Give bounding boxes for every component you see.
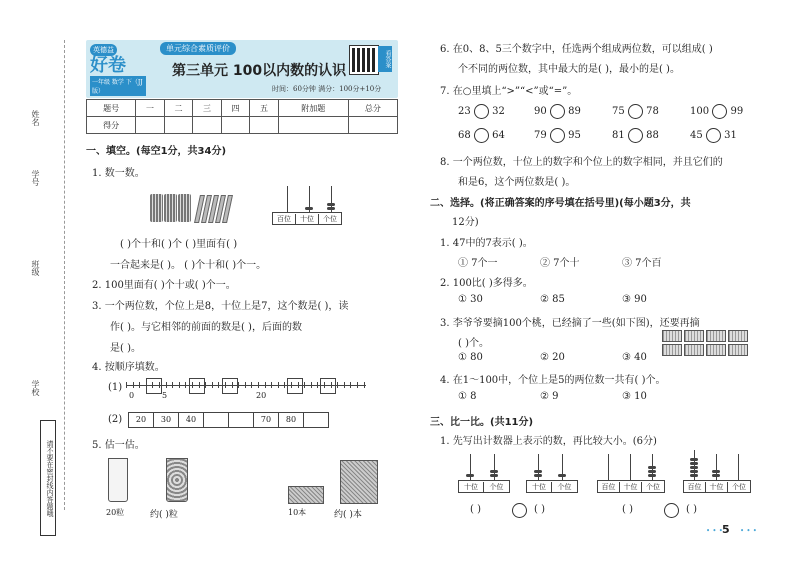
q3-line-1: 3. 一个两位数，个位上是8，十位上是7，这个数是( )，读: [92, 301, 349, 312]
abacus-base: [597, 480, 665, 493]
class-label: 班级: [31, 260, 40, 276]
binding-margin: [0, 0, 80, 569]
choice-option[interactable]: ② 20: [540, 352, 565, 363]
choice-option[interactable]: ② 85: [540, 294, 565, 305]
compare-circle[interactable]: [712, 104, 727, 119]
abacus-bead: [648, 470, 656, 473]
seq-box[interactable]: 40: [178, 412, 204, 428]
page-number: 5: [722, 523, 730, 536]
choice-option[interactable]: ③ 10: [622, 391, 647, 402]
answer-blank[interactable]: ( ): [470, 504, 481, 515]
est-label: 约( )粒: [150, 510, 178, 520]
jar-full: [166, 458, 188, 502]
q7-text: 7. 在○里填上“>”“<”或“=”。: [440, 86, 578, 97]
place-label: 个位: [646, 483, 660, 491]
answer-box[interactable]: [146, 378, 162, 394]
place-label: 个位: [323, 215, 337, 223]
choice-option[interactable]: ③ 7个百: [622, 258, 662, 269]
choice-option[interactable]: ① 8: [458, 391, 477, 402]
q3-line-2: 作( )。与它相邻的前面的数是( )，后面的数: [110, 322, 302, 333]
abacus-base: [458, 480, 510, 493]
ruler-tick: [133, 382, 134, 388]
section-2-heading-cont: 12分): [452, 217, 479, 228]
name-label: 姓名: [31, 110, 40, 126]
compare-left: 100: [690, 106, 710, 117]
score-cell[interactable]: [193, 117, 222, 134]
number-label: 学号: [31, 170, 40, 186]
peach-box: [706, 344, 726, 356]
choice-1: 1. 47中的7表示( )。: [440, 238, 533, 249]
compare-left: 45: [690, 130, 703, 141]
compare-left: 23: [458, 106, 471, 117]
score-cell[interactable]: [250, 117, 279, 134]
place-label: 十位: [527, 482, 552, 492]
compare-item: [534, 128, 581, 143]
ruler-tick: [172, 382, 173, 388]
section-3-heading: 三、比一比。(共11分): [430, 417, 534, 428]
ruler-tick: [258, 382, 259, 388]
place-label: 个位: [489, 483, 504, 491]
abacus-rod: [287, 186, 288, 212]
seq-box[interactable]: [303, 412, 329, 428]
score-head: 题号: [87, 100, 136, 117]
abacus-base: [526, 480, 578, 493]
compare-circle[interactable]: [628, 128, 643, 143]
compare-right: 95: [568, 130, 581, 141]
place-label: 百位: [598, 482, 620, 492]
compare-circle[interactable]: [474, 104, 489, 119]
choice-3-line-1: 3. 李爷爷要摘100个桃，已经摘了一些(如下图)，还要再摘: [440, 318, 700, 329]
q8-line-1: 8. 一个两位数，十位上的数字和个位上的数字相同，并且它们的: [440, 157, 723, 168]
abacus-base: [272, 212, 342, 225]
score-header-row: [87, 100, 398, 117]
ruler-tick: [317, 382, 318, 388]
seq-box[interactable]: [228, 412, 254, 428]
ruler-tick: [311, 382, 312, 388]
answer-blank[interactable]: ( ): [686, 504, 697, 515]
q5-text: 5. 估一估。: [92, 440, 145, 451]
score-cell[interactable]: [278, 117, 348, 134]
s1-text: 1. 先写出计数器上表示的数，再比较大小。(6分): [440, 436, 657, 447]
compare-item: [690, 128, 737, 143]
stick-bundle: [164, 194, 177, 222]
abacus-bead: [690, 458, 698, 461]
est-label: 20粒: [106, 508, 125, 517]
score-table: [86, 99, 398, 134]
ruler-tick: [166, 382, 167, 388]
score-cell[interactable]: [348, 117, 397, 134]
q8-line-2: 和是6，这个两位数是( )。: [458, 177, 576, 188]
score-cell[interactable]: [221, 117, 250, 134]
compare-circle[interactable]: [664, 503, 679, 518]
abacus-bead: [534, 474, 542, 477]
seq-box[interactable]: [203, 412, 229, 428]
qr-label: 看答案: [378, 46, 392, 72]
compare-circle[interactable]: [550, 104, 565, 119]
abacus-bead: [690, 462, 698, 465]
q1-line-1: ( )个十和( )个 ( )里面有( ): [120, 239, 238, 250]
score-head: 四: [221, 100, 250, 117]
abacus-bead: [712, 470, 720, 473]
abacus-bead: [327, 207, 335, 210]
compare-item: [534, 104, 581, 119]
abacus-bead: [327, 203, 335, 206]
abacus-bead: [690, 470, 698, 473]
q4-2-label: (2): [108, 414, 123, 425]
q1-line-2: 一合起来是( )。 ( )个十和( )个一。: [110, 260, 267, 271]
place-label: 百位: [684, 482, 706, 492]
stick-bundle: [178, 194, 191, 222]
place-label: 十位: [296, 214, 319, 224]
answer-box[interactable]: [222, 378, 238, 394]
ruler-tick: [265, 382, 266, 388]
place-label: 十位: [620, 482, 642, 492]
abacus-rod: [630, 454, 631, 480]
peach-box: [684, 330, 704, 342]
ruler-tick: [304, 382, 305, 388]
seq-box[interactable]: 30: [153, 412, 179, 428]
score-cell[interactable]: [164, 117, 193, 134]
compare-right: 99: [730, 106, 744, 117]
ruler-tick: [344, 382, 345, 388]
compare-left: 81: [612, 130, 625, 141]
compare-left: 68: [458, 130, 471, 141]
answer-blank[interactable]: ( ): [534, 504, 545, 515]
abacus-bead: [558, 474, 566, 477]
ruler-tick: [205, 382, 206, 388]
peach-box: [728, 344, 748, 356]
compare-right: 31: [724, 130, 737, 141]
abacus-rod: [738, 454, 739, 480]
seal-notice: 请不要在密封线内答题哦: [40, 420, 56, 536]
abacus-bead: [490, 474, 498, 477]
choice-3-line-2: ( )个。: [458, 338, 489, 349]
book-stack-small: [288, 486, 324, 504]
ruler-tick: [179, 382, 180, 388]
abacus-bead: [690, 466, 698, 469]
score-head: 总分: [348, 100, 397, 117]
q6-line-1: 6. 在0、8、5三个数字中，任选两个组成两位数，可以组成( ): [440, 44, 713, 55]
compare-circle[interactable]: [628, 104, 643, 119]
ruler-tick: [364, 382, 365, 388]
ruler-label: 0: [129, 391, 135, 400]
abacus-base: [683, 480, 751, 493]
q4-1-label: (1): [108, 382, 123, 393]
compare-left: 75: [612, 106, 625, 117]
peach-box: [706, 330, 726, 342]
compare-left: 79: [534, 130, 547, 141]
peach-box: [662, 344, 682, 356]
compare-left: 90: [534, 106, 547, 117]
q6-line-2: 个不同的两位数，其中最大的是( )，最小的是( )。: [458, 64, 680, 75]
time-info: 时间：60分钟 满分：100分+10分: [272, 85, 382, 93]
answer-box[interactable]: [320, 378, 336, 394]
score-head: 二: [164, 100, 193, 117]
compare-item: [612, 128, 659, 143]
answer-blank[interactable]: ( ): [622, 504, 633, 515]
abacus-bead: [305, 207, 313, 210]
ruler-tick: [278, 382, 279, 388]
ruler-label: 20: [256, 391, 267, 400]
peach-box: [684, 344, 704, 356]
abacus-bead: [712, 474, 720, 477]
ruler-tick: [357, 382, 358, 388]
seq-box[interactable]: 70: [253, 412, 279, 428]
choice-option[interactable]: ③ 40: [622, 352, 647, 363]
page-dots: • • •: [740, 527, 757, 535]
compare-right: 89: [568, 106, 581, 117]
evaluation-tag: 单元综合素质评价: [160, 42, 236, 55]
school-label: 学校: [31, 380, 40, 396]
abacus-bead: [534, 470, 542, 473]
abacus-bead: [490, 470, 498, 473]
section-2-heading: 二、选择。(将正确答案的序号填在括号里)(每小题3分，共: [430, 198, 691, 209]
ruler-tick: [126, 382, 127, 388]
peach-box: [662, 330, 682, 342]
compare-item: [690, 104, 743, 119]
qr-code-icon[interactable]: [350, 46, 378, 74]
abacus-bead: [648, 474, 656, 477]
seq-box[interactable]: 20: [128, 412, 154, 428]
compare-item: [612, 104, 659, 119]
score-head: 五: [250, 100, 279, 117]
compare-circle[interactable]: [550, 128, 565, 143]
choice-option[interactable]: ① 30: [458, 294, 483, 305]
place-label: 个位: [557, 483, 572, 491]
brand-top: 英德益: [90, 44, 117, 56]
seal-line: [64, 40, 65, 510]
abacus-bead: [648, 466, 656, 469]
choice-option[interactable]: ② 7个十: [540, 258, 580, 269]
ruler-tick: [185, 382, 186, 388]
place-label: 十位: [706, 482, 728, 492]
peach-box: [728, 330, 748, 342]
ruler-tick: [337, 382, 338, 388]
place-label: 个位: [732, 483, 746, 491]
abacus-bead: [690, 474, 698, 477]
compare-circle[interactable]: [706, 128, 721, 143]
q2-text: 2. 100里面有( )个十或( )个一。: [92, 280, 236, 291]
compare-item: [458, 104, 505, 119]
score-head: 三: [193, 100, 222, 117]
choice-option[interactable]: ③ 90: [622, 294, 647, 305]
ruler-tick: [350, 382, 351, 388]
choice-option[interactable]: ② 9: [540, 391, 559, 402]
ruler-tick: [218, 382, 219, 388]
score-cell[interactable]: [136, 117, 165, 134]
brand-sub: 一年级 数学 下（JJ版）: [90, 76, 146, 96]
score-row: [87, 117, 398, 134]
score-row-label: 得分: [87, 117, 136, 134]
ruler-tick: [212, 382, 213, 388]
q3-line-3: 是( )。: [110, 343, 141, 354]
choice-2: 2. 100比( )多得多。: [440, 278, 533, 289]
answer-box[interactable]: [287, 378, 303, 394]
score-head: 附加题: [278, 100, 348, 117]
ruler-tick: [251, 382, 252, 388]
compare-right: 64: [492, 130, 505, 141]
est-label: 10本: [288, 508, 307, 517]
abacus-bead: [466, 474, 474, 477]
choice-4: 4. 在1～100中，个位上是5的两位数一共有( )个。: [440, 375, 666, 386]
est-label: 约( )本: [334, 510, 362, 520]
q1-text: 1. 数一数。: [92, 168, 145, 179]
seq-box[interactable]: 80: [278, 412, 304, 428]
compare-item: [458, 128, 505, 143]
score-head: 一: [136, 100, 165, 117]
ruler-label: 5: [162, 391, 168, 400]
ruler-tick: [238, 382, 239, 388]
compare-right: 32: [492, 106, 505, 117]
ruler-tick: [284, 382, 285, 388]
compare-circle[interactable]: [512, 503, 527, 518]
stick-bundle: [150, 194, 163, 222]
ruler-tick: [245, 382, 246, 388]
brand-logo: [90, 44, 146, 95]
abacus-rod: [608, 454, 609, 480]
compare-right: 78: [646, 106, 659, 117]
page-title: 第三单元 100以内数的认识: [172, 63, 347, 79]
choice-option[interactable]: ① 80: [458, 352, 483, 363]
book-stack-large: [340, 460, 378, 504]
compare-circle[interactable]: [474, 128, 489, 143]
q4-text: 4. 按顺序填数。: [92, 362, 165, 373]
jar-small: [108, 458, 128, 502]
ruler-tick: [139, 382, 140, 388]
place-label: 十位: [459, 482, 484, 492]
choice-option[interactable]: ① 7个一: [458, 258, 498, 269]
page-dots: • • •: [706, 527, 723, 535]
place-label: 百位: [273, 214, 296, 224]
compare-right: 88: [646, 130, 659, 141]
ruler-tick: [271, 382, 272, 388]
answer-box[interactable]: [189, 378, 205, 394]
section-1-heading: 一、填空。(每空1分，共34分): [86, 146, 227, 157]
brand-main: 好卷: [90, 55, 126, 76]
